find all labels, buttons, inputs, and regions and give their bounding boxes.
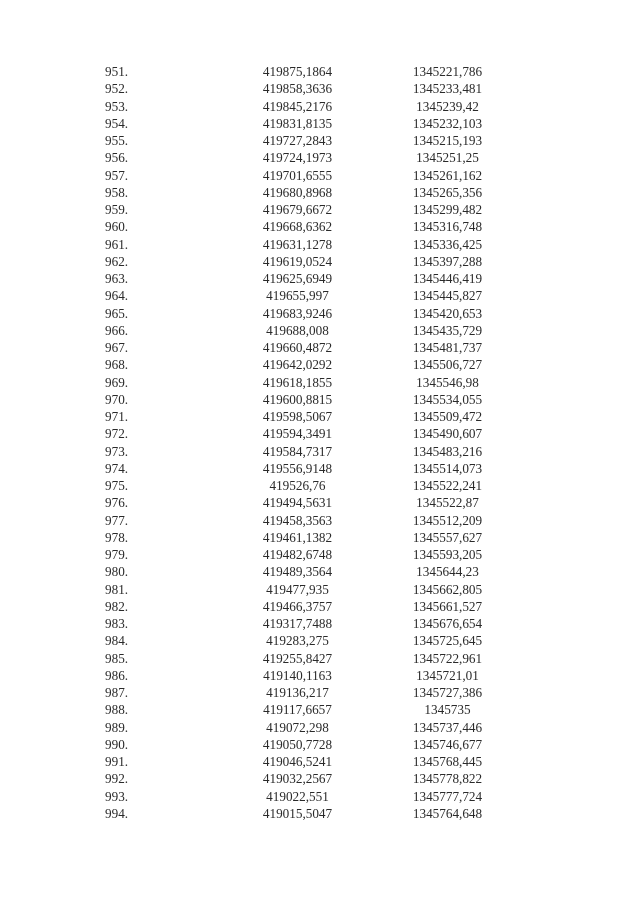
y-coordinate-cell: 1345435,729 [412,322,483,338]
x-coordinate-cell: 419255,8427 [262,650,333,666]
point-number-cell: 951. [105,64,129,79]
x-coordinate-cell: 419015,5047 [262,805,333,821]
y-coordinate-cell: 1345299,482 [412,202,483,217]
table-row [100,287,525,304]
y-coordinate-cell: 1345251,25 [416,150,479,166]
table-row [100,80,525,97]
x-coordinate-cell: 419283,275 [266,633,329,649]
y-coordinate-cell: 1345662,805 [412,581,483,597]
table-row [100,581,525,598]
x-coordinate-cell: 419845,2176 [262,98,333,114]
x-coordinate-cell: 419072,298 [266,719,329,735]
x-coordinate-cell: 419858,3636 [262,81,333,97]
y-coordinate-cell: 1345735 [424,702,471,718]
point-number-cell: 976. [105,495,129,511]
x-coordinate-cell: 419046,5241 [262,754,333,769]
point-number-cell: 966. [105,322,129,338]
point-number-cell: 959. [105,202,129,217]
table-row [100,494,525,511]
x-coordinate-cell: 419140,1163 [263,667,332,683]
x-coordinate-cell: 419050,7728 [262,736,333,752]
x-coordinate-cell: 419679,6672 [262,202,333,217]
table-row [100,132,525,149]
table-row [100,805,525,822]
coordinates-table-body [100,63,525,822]
point-number-cell: 956. [105,150,129,166]
point-number-cell: 983. [105,616,129,631]
x-coordinate-cell: 419526,76 [269,478,326,493]
y-coordinate-cell: 1345261,162 [412,167,483,183]
x-coordinate-cell: 419618,1855 [262,374,333,390]
y-coordinate-cell: 1345446,419 [412,271,483,286]
table-row [100,667,525,684]
point-number-cell: 964. [105,288,129,304]
table-row [100,770,525,787]
y-coordinate-cell: 1345727,386 [412,685,483,700]
table-row [100,719,525,736]
y-coordinate-cell: 1345509,472 [412,409,483,424]
x-coordinate-cell: 419556,9148 [262,460,333,476]
point-number-cell: 984. [105,633,129,649]
y-coordinate-cell: 1345233,481 [412,81,483,97]
x-coordinate-cell: 419598,5067 [262,409,333,424]
table-row [100,201,525,218]
y-coordinate-cell: 1345483,216 [412,443,483,459]
coordinates-table [100,63,525,822]
y-coordinate-cell: 1345512,209 [412,512,483,528]
table-row [100,684,525,701]
point-number-cell: 979. [105,547,129,562]
x-coordinate-cell: 419688,008 [266,322,329,338]
point-number-cell: 960. [105,219,129,235]
y-coordinate-cell: 1345522,87 [416,495,479,511]
x-coordinate-cell: 419727,2843 [262,133,333,148]
y-coordinate-cell: 1345676,654 [412,616,483,631]
point-number-cell: 965. [105,305,129,321]
y-coordinate-cell: 1345221,786 [412,64,483,79]
table-row [100,270,525,287]
point-number-cell: 952. [105,81,129,97]
y-coordinate-cell: 1345265,356 [412,184,483,200]
point-number-cell: 994. [105,805,129,821]
point-number-cell: 967. [105,340,129,355]
point-number-cell: 986. [105,667,129,683]
y-coordinate-cell: 1345336,425 [412,236,483,252]
y-coordinate-cell: 1345725,645 [412,633,483,649]
point-number-cell: 963. [105,271,129,286]
x-coordinate-cell: 419032,2567 [262,771,333,787]
x-coordinate-cell: 419458,3563 [262,512,333,528]
y-coordinate-cell: 1345514,073 [412,460,483,476]
point-number-cell: 969. [105,374,129,390]
table-row [100,512,525,529]
x-coordinate-cell: 419660,4872 [262,340,333,355]
x-coordinate-cell: 419600,8815 [262,391,333,407]
y-coordinate-cell: 1345746,677 [412,736,483,752]
y-coordinate-cell: 1345215,193 [412,133,483,148]
x-coordinate-cell: 419317,7488 [262,616,333,631]
table-row [100,322,525,339]
y-coordinate-cell: 1345316,748 [412,219,483,235]
point-number-cell: 973. [105,443,129,459]
x-coordinate-cell: 419680,8968 [262,184,333,200]
point-number-cell: 970. [105,391,129,407]
y-coordinate-cell: 1345778,822 [412,771,483,787]
point-number-cell: 982. [105,598,129,614]
y-coordinate-cell: 1345445,827 [412,288,483,304]
point-number-cell: 990. [105,736,129,752]
x-coordinate-cell: 419724,1973 [262,150,333,166]
y-coordinate-cell: 1345506,727 [412,357,483,373]
point-number-cell: 955. [105,133,129,148]
table-row [100,529,525,546]
y-coordinate-cell: 1345420,653 [412,305,483,321]
y-coordinate-cell: 1345737,446 [412,719,483,735]
table-row [100,701,525,718]
x-coordinate-cell: 419461,1382 [262,529,333,545]
y-coordinate-cell: 1345777,724 [412,788,483,804]
table-row [100,460,525,477]
y-coordinate-cell: 1345232,103 [412,115,483,131]
table-row [100,236,525,253]
table-row [100,253,525,270]
y-coordinate-cell: 1345661,527 [412,598,483,614]
x-coordinate-cell: 419642,0292 [262,357,333,373]
table-row [100,753,525,770]
x-coordinate-cell: 419619,0524 [262,253,333,269]
table-row [100,632,525,649]
table-row [100,598,525,615]
point-number-cell: 992. [105,771,129,787]
table-row [100,563,525,580]
table-row [100,408,525,425]
point-number-cell: 978. [105,529,129,545]
x-coordinate-cell: 419117,6657 [263,702,332,718]
table-row [100,167,525,184]
x-coordinate-cell: 419701,6555 [262,167,333,183]
table-row [100,736,525,753]
y-coordinate-cell: 1345546,98 [416,374,479,390]
point-number-cell: 981. [105,581,129,597]
y-coordinate-cell: 1345522,241 [412,478,483,493]
point-number-cell: 985. [105,650,129,666]
x-coordinate-cell: 419668,6362 [262,219,333,235]
table-row [100,615,525,632]
point-number-cell: 988. [105,702,129,718]
table-row [100,391,525,408]
point-number-cell: 968. [105,357,129,373]
x-coordinate-cell: 419477,935 [266,581,329,597]
x-coordinate-cell: 419489,3564 [262,564,333,580]
x-coordinate-cell: 419466,3757 [262,598,333,614]
point-number-cell: 975. [105,478,129,493]
point-number-cell: 958. [105,184,129,200]
point-number-cell: 972. [105,426,129,442]
y-coordinate-cell: 1345764,648 [412,805,483,821]
table-row [100,650,525,667]
x-coordinate-cell: 419655,997 [266,288,329,304]
x-coordinate-cell: 419136,217 [266,685,329,700]
x-coordinate-cell: 419022,551 [266,788,329,804]
table-row [100,356,525,373]
y-coordinate-cell: 1345490,607 [412,426,483,442]
point-number-cell: 971. [105,409,129,424]
point-number-cell: 991. [105,754,129,769]
table-row [100,425,525,442]
point-number-cell: 989. [105,719,129,735]
point-number-cell: 954. [105,115,129,131]
point-number-cell: 993. [105,788,129,804]
table-row [100,443,525,460]
table-row [100,184,525,201]
x-coordinate-cell: 419683,9246 [262,305,333,321]
y-coordinate-cell: 1345644,23 [416,564,479,580]
point-number-cell: 980. [105,564,129,580]
table-row [100,339,525,356]
x-coordinate-cell: 419831,8135 [262,115,333,131]
x-coordinate-cell: 419625,6949 [262,271,333,286]
point-number-cell: 987. [105,685,129,700]
table-row [100,788,525,805]
point-number-cell: 977. [105,512,129,528]
y-coordinate-cell: 1345557,627 [412,529,483,545]
y-coordinate-cell: 1345721,01 [416,667,479,683]
y-coordinate-cell: 1345593,205 [412,547,483,562]
table-row [100,305,525,322]
point-number-cell: 961. [105,236,129,252]
x-coordinate-cell: 419482,6748 [262,547,333,562]
y-coordinate-cell: 1345397,288 [412,253,483,269]
point-number-cell: 962. [105,253,129,269]
y-coordinate-cell: 1345768,445 [412,754,483,769]
x-coordinate-cell: 419594,3491 [262,426,333,442]
y-coordinate-cell: 1345534,055 [412,391,483,407]
table-row [100,149,525,166]
x-coordinate-cell: 419494,5631 [262,495,333,511]
x-coordinate-cell: 419584,7317 [262,443,333,459]
x-coordinate-cell: 419631,1278 [262,236,333,252]
table-row [100,218,525,235]
table-row [100,98,525,115]
table-row [100,546,525,563]
table-row [100,63,525,80]
point-number-cell: 953. [105,98,129,114]
table-row [100,115,525,132]
y-coordinate-cell: 1345481,737 [412,340,483,355]
table-row [100,477,525,494]
y-coordinate-cell: 1345239,42 [416,98,479,114]
y-coordinate-cell: 1345722,961 [412,650,483,666]
point-number-cell: 974. [105,460,129,476]
x-coordinate-cell: 419875,1864 [262,64,333,79]
table-row [100,374,525,391]
point-number-cell: 957. [105,167,129,183]
